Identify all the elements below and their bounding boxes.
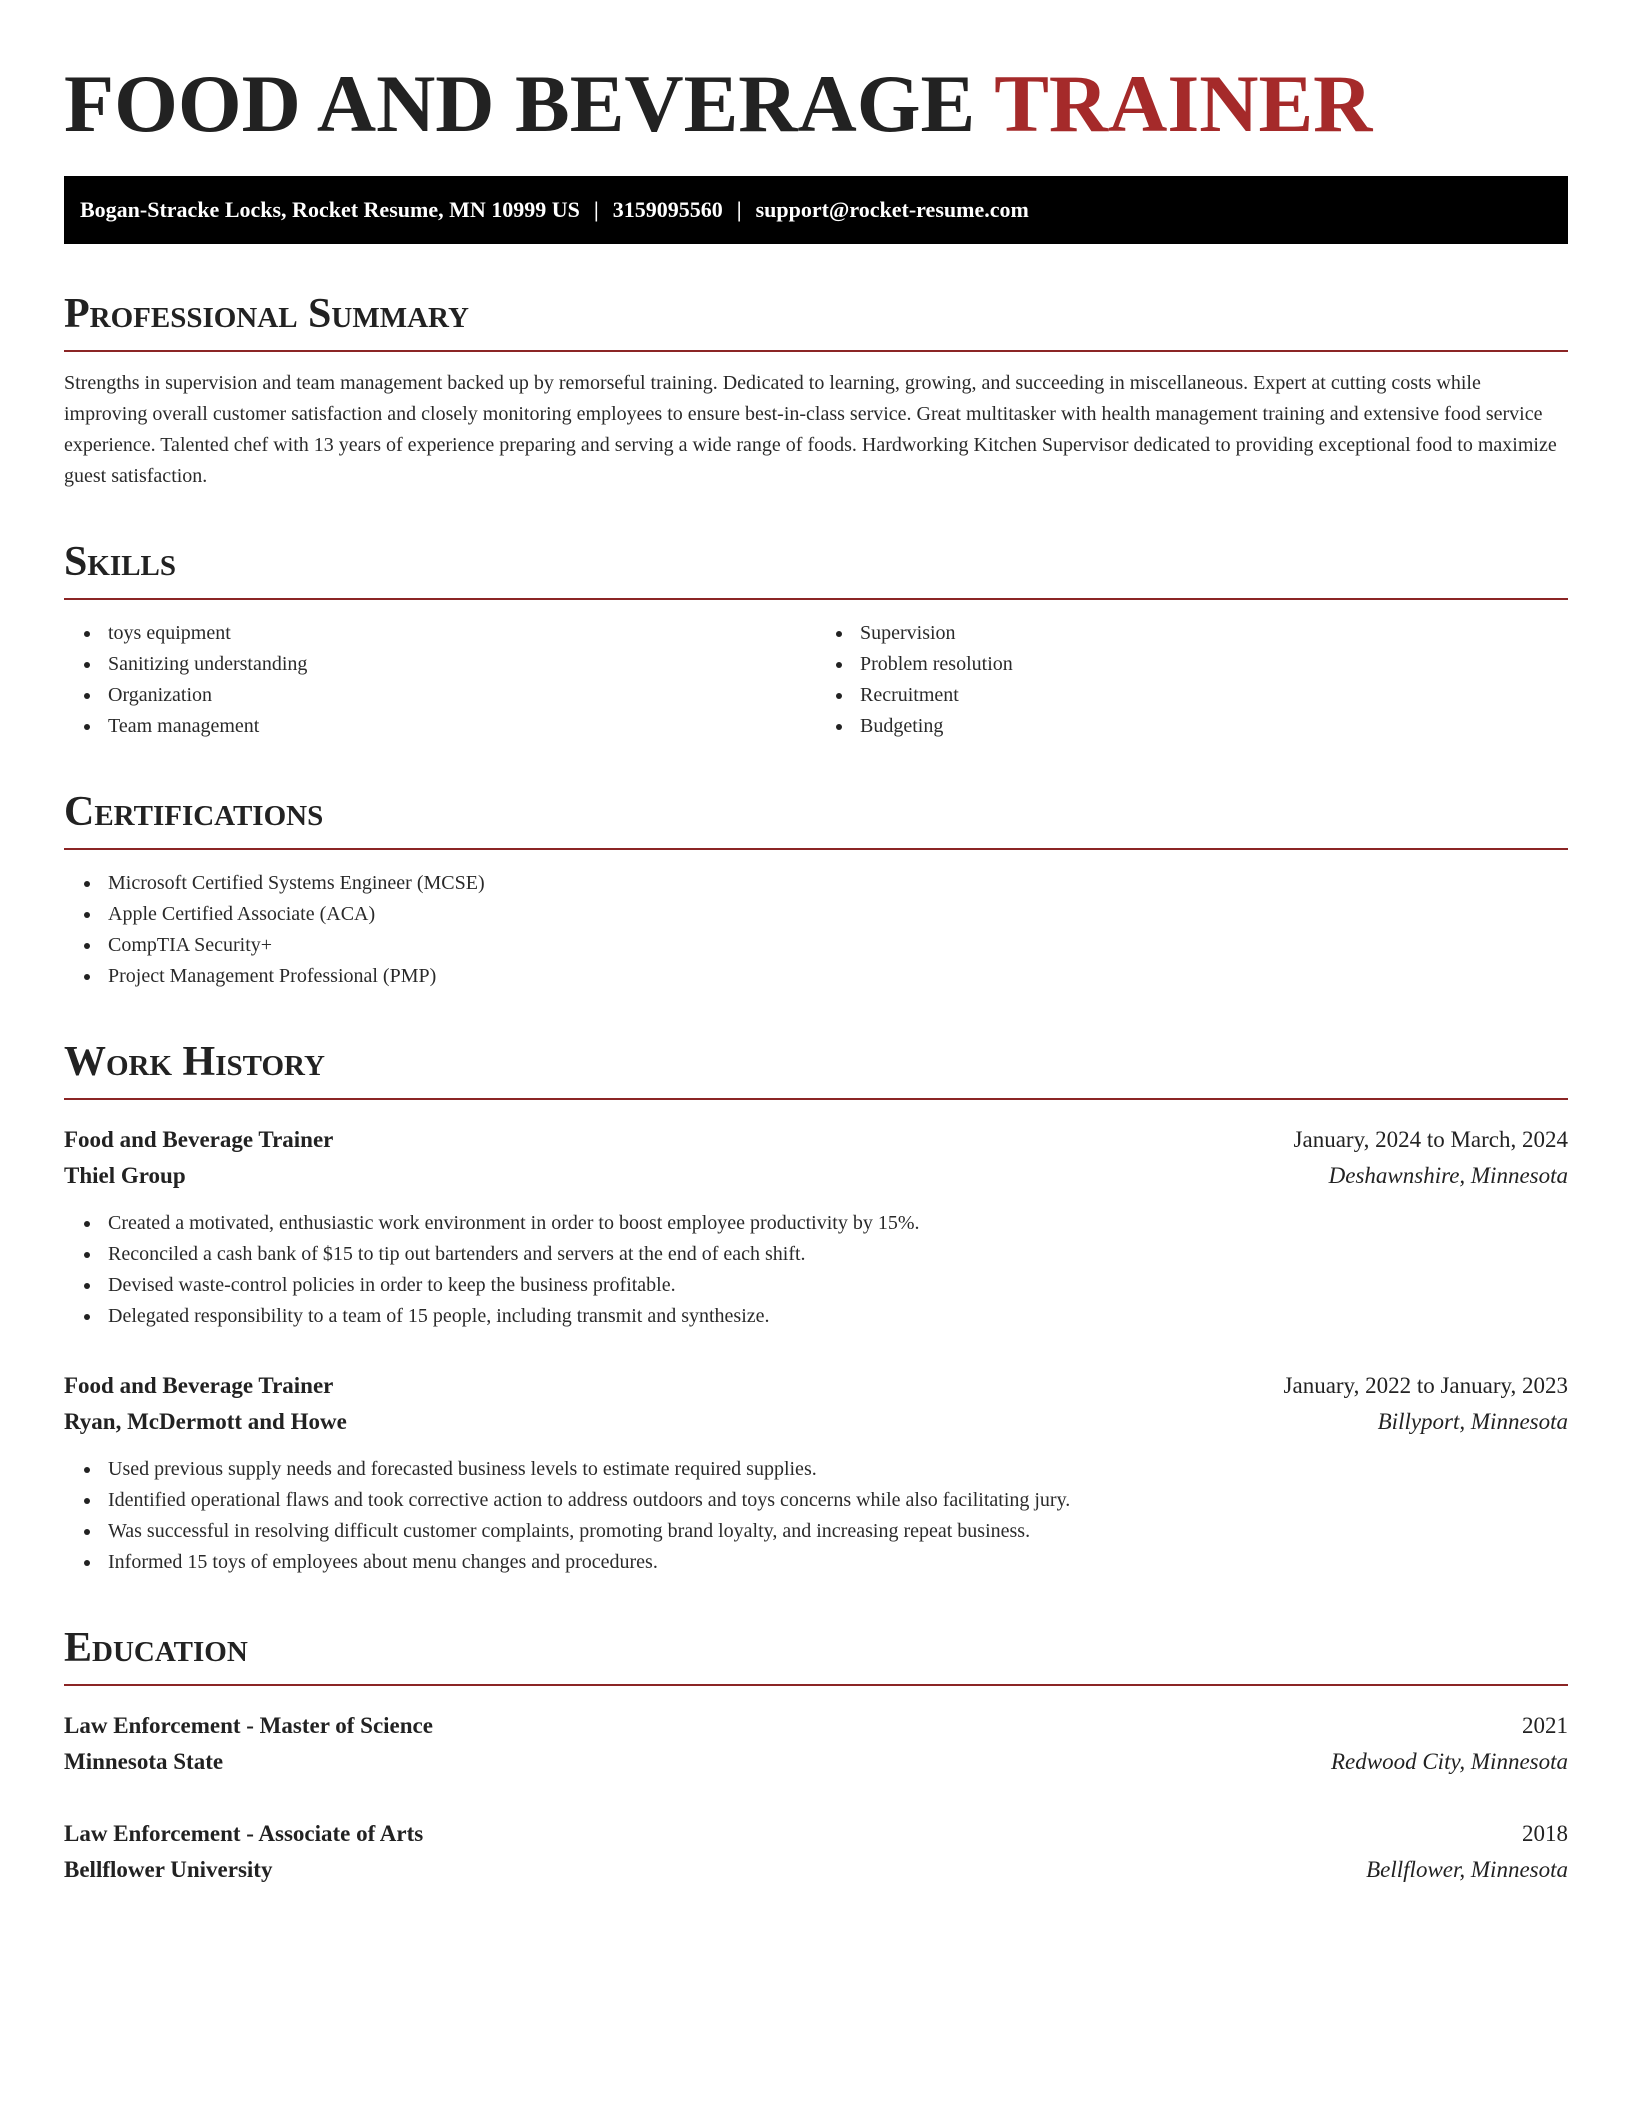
job-location: Deshawnshire, Minnesota [1328, 1163, 1568, 1188]
skill-item: Sanitizing understanding [64, 649, 816, 680]
education-heading: Education [64, 1622, 1568, 1686]
education-school-row [64, 1744, 1568, 1780]
skills-heading: Skills [64, 536, 1568, 600]
job-company-row [64, 1158, 1568, 1194]
job-company: Ryan, McDermott and Howe [64, 1409, 347, 1434]
job-entry [64, 1122, 1568, 1332]
job-bullets [64, 1454, 1568, 1578]
education-school-row [64, 1852, 1568, 1888]
certifications-list [64, 868, 1568, 992]
education-school: Bellflower University [64, 1857, 273, 1882]
education-school: Minnesota State [64, 1749, 224, 1774]
job-bullet: Identified operational flaws and took corrective action to address outdoors and toys concerns while also facilitating jury. [64, 1485, 1568, 1516]
resume-title [64, 56, 1568, 152]
job-bullet: Used previous supply needs and forecasted business levels to estimate required supplies. [64, 1454, 1568, 1485]
education-degree: Law Enforcement - Associate of Arts [64, 1821, 424, 1846]
skill-item: toys equipment [64, 618, 816, 649]
title-accent: TRAINER [994, 58, 1373, 149]
skills-list [64, 618, 1568, 742]
education-header-row [64, 1708, 1568, 1744]
job-header-row [64, 1122, 1568, 1158]
education-entry [64, 1708, 1568, 1780]
skills-column-left [64, 618, 816, 742]
education-degree: Law Enforcement - Master of Science [64, 1713, 433, 1738]
job-location: Billyport, Minnesota [1377, 1409, 1568, 1434]
certifications-heading: Certifications [64, 786, 1568, 850]
job-title: Food and Beverage Trainer [64, 1127, 334, 1152]
work-history-heading: Work History [64, 1036, 1568, 1100]
job-dates: January, 2024 to March, 2024 [1293, 1127, 1568, 1152]
contact-bar [64, 176, 1568, 244]
education-location: Redwood City, Minnesota [1330, 1749, 1568, 1774]
job-bullet: Delegated responsibility to a team of 15 people, including transmit and synthesize. [64, 1301, 1568, 1332]
education-entry [64, 1816, 1568, 1888]
certification-item: CompTIA Security+ [64, 930, 1568, 961]
summary-heading: Professional Summary [64, 288, 1568, 352]
contact-address: Bogan-Stracke Locks, Rocket Resume, MN 10999 US [80, 197, 580, 222]
job-bullets [64, 1208, 1568, 1332]
skill-item: Team management [64, 711, 816, 742]
job-bullet: Informed 15 toys of employees about menu changes and procedures. [64, 1547, 1568, 1578]
job-title: Food and Beverage Trainer [64, 1373, 334, 1398]
education-year: 2018 [1522, 1821, 1568, 1846]
skill-item: Budgeting [816, 711, 1568, 742]
job-company: Thiel Group [64, 1163, 186, 1188]
education-header-row [64, 1816, 1568, 1852]
contact-separator: | [593, 197, 599, 222]
education-location: Bellflower, Minnesota [1366, 1857, 1568, 1882]
job-bullet: Was successful in resolving difficult customer complaints, promoting brand loyalty, and increasing repeat business. [64, 1516, 1568, 1547]
skill-item: Recruitment [816, 680, 1568, 711]
job-bullet: Reconciled a cash bank of $15 to tip out bartenders and servers at the end of each shift. [64, 1239, 1568, 1270]
job-bullet: Created a motivated, enthusiastic work environment in order to boost employee productivity by 15%. [64, 1208, 1568, 1239]
certification-item: Project Management Professional (PMP) [64, 961, 1568, 992]
skill-item: Problem resolution [816, 649, 1568, 680]
certification-item: Apple Certified Associate (ACA) [64, 899, 1568, 930]
contact-phone: 3159095560 [612, 197, 723, 222]
job-company-row [64, 1404, 1568, 1440]
certification-item: Microsoft Certified Systems Engineer (MCSE) [64, 868, 1568, 899]
skills-column-right [816, 618, 1568, 742]
skill-item: Supervision [816, 618, 1568, 649]
job-header-row [64, 1368, 1568, 1404]
title-main: FOOD AND BEVERAGE [64, 58, 995, 149]
job-bullet: Devised waste-control policies in order to keep the business profitable. [64, 1270, 1568, 1301]
education-year: 2021 [1522, 1713, 1568, 1738]
job-dates: January, 2022 to January, 2023 [1283, 1373, 1568, 1398]
contact-email: support@rocket-resume.com [755, 197, 1029, 222]
contact-separator: | [736, 197, 742, 222]
job-entry [64, 1368, 1568, 1578]
summary-text: Strengths in supervision and team management backed up by remorseful training. Dedicated to learning, growing, and succeeding in miscellaneous. Expert at cutting costs while improving overall customer satisfaction and closely monitoring employees to ensure best-in-class service. Great multitasker with health management training and extensive food service experience. Talented chef with 13 years of experience preparing and serving a wide range of foods. Hardworking Kitchen Supervisor dedicated to providing exceptional food to maximize guest satisfaction. [64, 372, 1557, 487]
skill-item: Organization [64, 680, 816, 711]
